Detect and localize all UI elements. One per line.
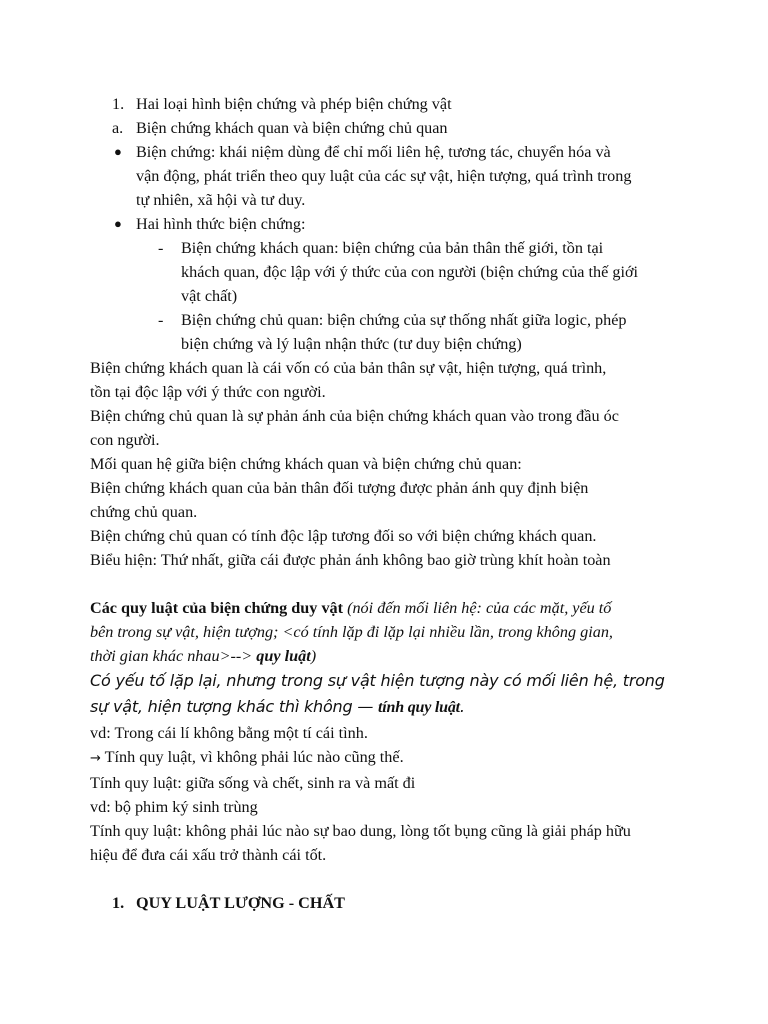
- paragraph-line: Biện chứng chủ quan là sự phản ánh của biện chứng khách quan vào trong đầu óc: [90, 407, 619, 425]
- section-heading: [90, 891, 690, 915]
- paragraph-line: Biện chứng khách quan là cái vốn có của bản thân sự vật, hiện tượng, quá trình,: [90, 359, 607, 377]
- paragraph-line: tồn tại độc lập với ý thức con người.: [90, 383, 326, 401]
- italic-text: thời gian khác nhau>-->: [90, 647, 257, 665]
- sans-italic-text: .: [459, 697, 465, 716]
- text-line: vận động, phát triển theo quy luật của các sự vật, hiện tượng, quá trình trong: [136, 167, 632, 185]
- arrow-line: [90, 745, 690, 771]
- dash-icon: -: [158, 239, 164, 257]
- arrow-right-icon: →: [90, 751, 101, 766]
- paragraph-line: Biểu hiện: Thứ nhất, giữa cái được phản ánh không bao giờ trùng khít hoàn toàn: [90, 551, 611, 569]
- sans-italic-text: sự vật, hiện tượng khác thì không —: [90, 697, 379, 716]
- italic-text: bên trong sự vật, hiện tượng; <có tính lặp đi lặp lại nhiều lần, trong không gian,: [90, 623, 613, 641]
- list-number: 1.: [112, 894, 125, 912]
- paragraph-line: con người.: [90, 431, 160, 449]
- text-line: tự nhiên, xã hội và tư duy.: [136, 191, 306, 209]
- list-number: 1.: [112, 95, 125, 113]
- sans-italic-line: Có yếu tố lặp lại, nhưng trong sự vật hiện tượng này có mối liên hệ, trong: [90, 671, 665, 690]
- paragraph-line: Biện chứng chủ quan có tính độc lập tương đối so với biện chứng khách quan.: [90, 527, 597, 545]
- spacer: [90, 572, 690, 596]
- text-line: Biện chứng: khái niệm dùng để chỉ mối liên hệ, tương tác, chuyển hóa và: [136, 143, 611, 161]
- text-line: biện chứng và lý luận nhận thức (tư duy biện chứng): [181, 335, 522, 353]
- subsection-title-text: Biện chứng khách quan và biện chứng chủ quan: [136, 119, 448, 137]
- list-letter: a.: [112, 119, 124, 137]
- paragraph-line: Mối quan hệ giữa biện chứng khách quan và biện chứng chủ quan:: [90, 455, 522, 473]
- text-line: Hai hình thức biện chứng:: [136, 215, 306, 233]
- bullet-item: [90, 140, 690, 212]
- text-line: khách quan, độc lập với ý thức của con người (biện chứng của thế giới: [181, 263, 639, 281]
- sans-italic-line: [90, 694, 690, 721]
- dash-item: [90, 236, 690, 308]
- italic-line: [90, 644, 690, 668]
- example-line: vd: bộ phim ký sinh trùng: [90, 798, 258, 816]
- italic-text: ): [310, 647, 317, 665]
- example-line: vd: Trong cái lí không bằng một tí cái tình.: [90, 724, 368, 742]
- dash-icon: -: [158, 311, 164, 329]
- paragraph-line: Biện chứng khách quan của bản thân đối tượng được phản ánh quy định biện: [90, 479, 589, 497]
- section-title: [90, 92, 690, 116]
- text-line: Biện chứng khách quan: biện chứng của bản thân thế giới, tồn tại: [181, 239, 604, 257]
- italic-text: (nói đến mối liên hệ: của các mặt, yếu tố: [343, 599, 612, 617]
- laws-title: Các quy luật của biện chứng duy vật: [90, 599, 344, 617]
- bold-italic-text: tính quy luật: [378, 699, 460, 716]
- paragraph-line: Tính quy luật: giữa sống và chết, sinh ra và mất đi: [90, 774, 416, 792]
- document-body: [90, 92, 690, 915]
- text-line: Biện chứng chủ quan: biện chứng của sự thống nhất giữa logic, phép: [181, 311, 627, 329]
- section-heading-text: QUY LUẬT LƯỢNG - CHẤT: [136, 894, 345, 912]
- paragraph-line: chứng chủ quan.: [90, 503, 198, 521]
- paragraph-line: hiệu để đưa cái xấu trở thành cái tốt.: [90, 846, 327, 864]
- bullet-icon: ●: [114, 144, 122, 159]
- bullet-item: [90, 212, 690, 236]
- section-title-text: Hai loại hình biện chứng và phép biện chứng vật: [136, 95, 452, 113]
- bullet-icon: ●: [114, 216, 122, 231]
- bold-italic-text: quy luật: [256, 647, 311, 665]
- arrow-line-text: Tính quy luật, vì không phải lúc nào cũng thế.: [100, 748, 404, 766]
- text-line: vật chất): [181, 287, 238, 305]
- dash-item: [90, 308, 690, 356]
- subsection-title: [90, 116, 690, 140]
- paragraph-line: Tính quy luật: không phải lúc nào sự bao dung, lòng tốt bụng cũng là giải pháp hữu: [90, 822, 631, 840]
- laws-paragraph: [90, 596, 690, 620]
- spacer: [90, 867, 690, 891]
